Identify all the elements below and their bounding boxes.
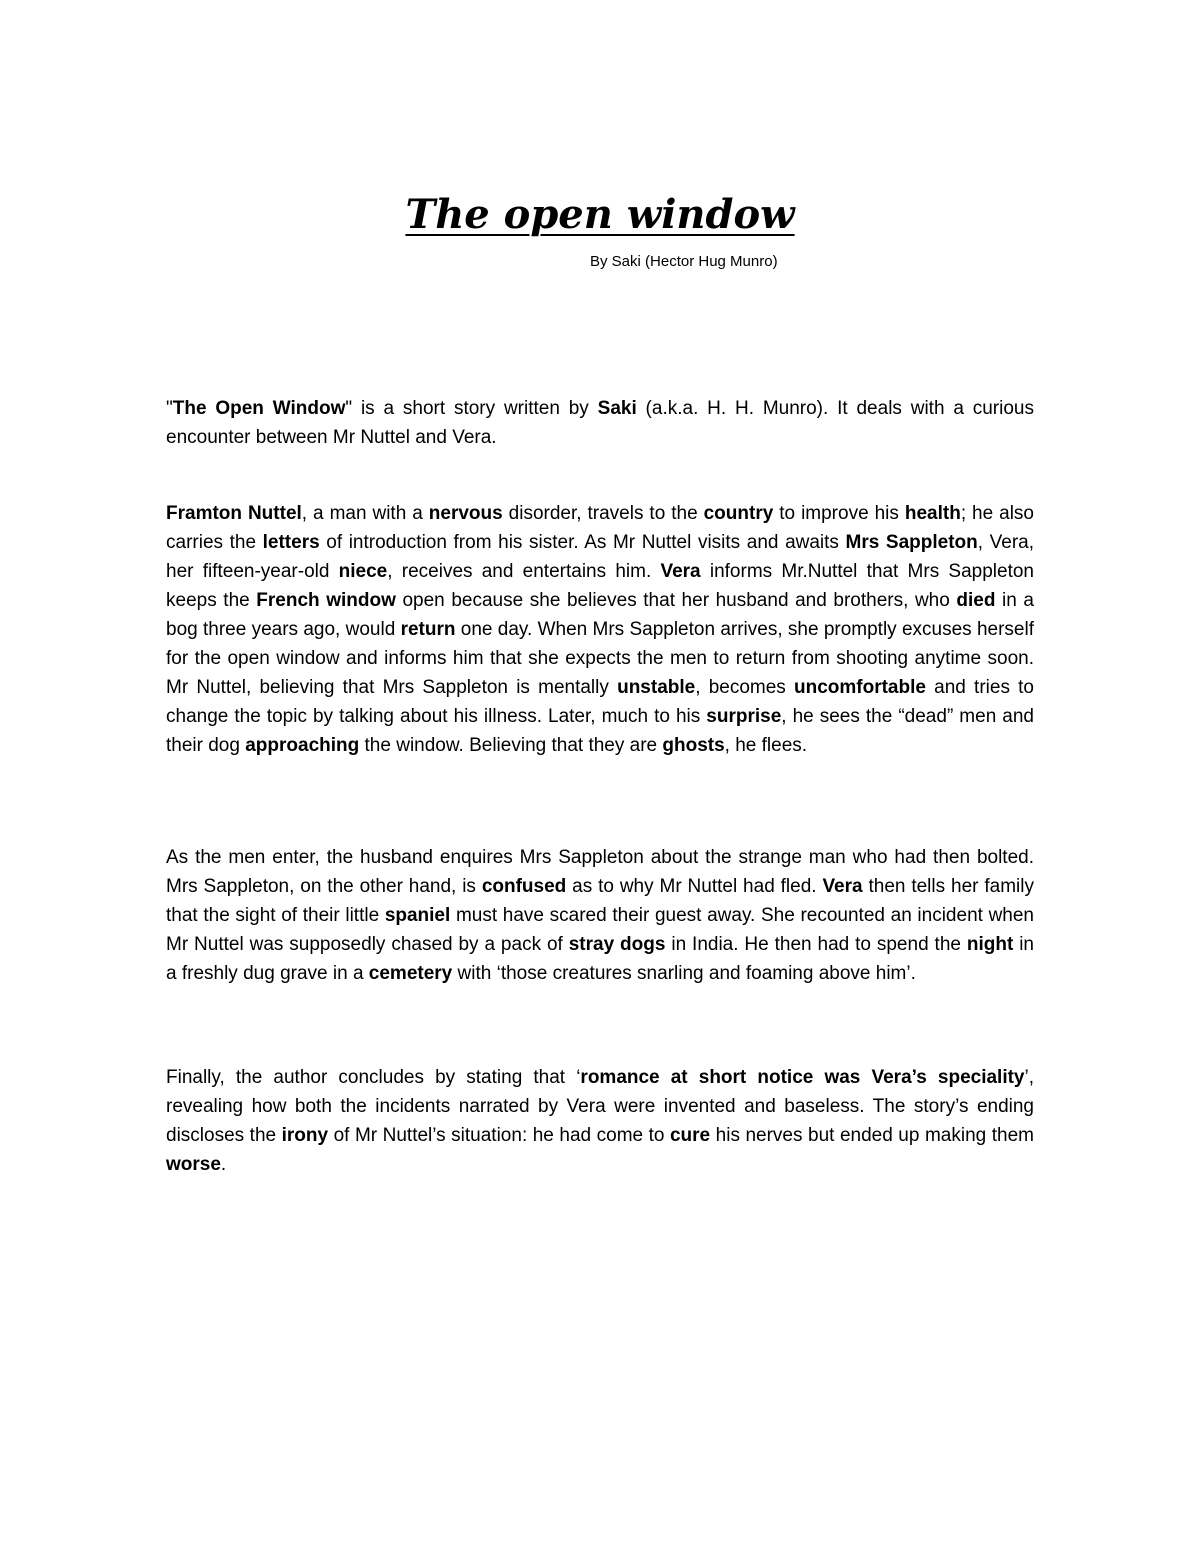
bold-text-run: Mrs Sappleton (845, 532, 978, 553)
bold-text-run: cure (669, 1125, 711, 1146)
text-run: As the men enter, the husband enquires Mrs Sappleton about the strange man who had then bolted. Mrs Sappleton, on the other hand, is (166, 847, 1034, 897)
text-run: ; he also carries the (166, 503, 1035, 553)
text-run: of introduction from his sister. As Mr Nuttel visits and awaits (319, 532, 846, 553)
bold-text-run: return (400, 619, 456, 640)
bold-text-run: spaniel (384, 905, 451, 926)
bold-text-run: letters (262, 532, 320, 553)
bold-text-run: health (904, 503, 961, 524)
paragraph-conclusion (166, 1063, 1034, 1179)
text-run: , receives and entertains him. (387, 561, 661, 582)
bold-text-run: stray dogs (568, 934, 666, 955)
text-run: informs Mr.Nuttel that Mrs Sappleton keeps the (166, 561, 1034, 611)
text-run: " is a short story written by (345, 398, 598, 419)
bold-text-run: uncomfortable (794, 677, 926, 698)
text-run: in India. He then had to spend the (665, 934, 967, 955)
text-run: then tells her family that the sight of their little (166, 876, 1034, 926)
text-run: . (220, 1154, 227, 1175)
text-run: ’, revealing how both the incidents narrated by Vera were invented and baseless. The story’s ending discloses the (166, 1067, 1034, 1146)
bold-text-run: nervous (428, 503, 503, 524)
bold-text-run: approaching (245, 735, 360, 756)
bold-text-run: ghosts (662, 735, 725, 756)
bold-text-run: country (703, 503, 774, 524)
text-run: , he flees. (724, 735, 808, 756)
text-run: , a man with a (301, 503, 429, 524)
bold-text-run: romance at short notice was Vera’s speciality (580, 1067, 1025, 1088)
text-run: one day. When Mrs Sappleton arrives, she promptly excuses herself for the open window and informs him that she expects the men to return from shooting anytime soon. Mr Nuttel, believing that Mrs Sappleton is mentally (166, 619, 1034, 698)
text-run: of Mr Nuttel’s situation: he had come to (328, 1125, 670, 1146)
author-byline: By Saki (Hector Hug Munro) (590, 253, 778, 270)
bold-text-run: Saki (597, 398, 637, 419)
text-run: Finally, the author concludes by stating that ‘ (166, 1067, 581, 1088)
bold-text-run: Vera (660, 561, 701, 582)
text-run: (a.k.a. H. H. Munro). It deals with a curious encounter between Mr Nuttel and Vera. (166, 398, 1034, 448)
text-run: , Vera, her fifteen-year-old (166, 532, 1035, 582)
text-run: open because she believes that her husband and brothers, who (395, 590, 957, 611)
text-run: , he sees the “dead” men and their dog (166, 706, 1034, 756)
paragraph-plot (166, 499, 1034, 760)
bold-text-run: The Open Window (172, 398, 346, 419)
bold-text-run: irony (281, 1125, 329, 1146)
bold-text-run: died (956, 590, 996, 611)
text-run: in a freshly dug grave in a (166, 934, 1034, 984)
paragraph-intro (166, 394, 1034, 452)
bold-text-run: Vera (822, 876, 863, 897)
bold-text-run: niece (338, 561, 388, 582)
text-run: and tries to change the topic by talking about his illness. Later, much to his (166, 677, 1035, 727)
text-run: , becomes (695, 677, 794, 698)
text-run: the window. Believing that they are (359, 735, 663, 756)
paragraph-return (166, 843, 1034, 988)
text-run: to improve his (773, 503, 905, 524)
bold-text-run: unstable (617, 677, 696, 698)
bold-text-run: French window (256, 590, 396, 611)
bold-text-run: night (966, 934, 1014, 955)
text-run: in a bog three years ago, would (166, 590, 1035, 640)
text-run: as to why Mr Nuttel had fled. (566, 876, 823, 897)
text-run: with ‘those creatures snarling and foaming above him’. (452, 963, 916, 984)
text-run: disorder, travels to the (502, 503, 704, 524)
text-run: his nerves but ended up making them (710, 1125, 1034, 1146)
bold-text-run: Framton Nuttel (166, 503, 302, 524)
bold-text-run: surprise (706, 706, 782, 727)
bold-text-run: confused (481, 876, 567, 897)
document-title: The open window (405, 191, 795, 238)
bold-text-run: cemetery (368, 963, 453, 984)
text-run: must have scared their guest away. She recounted an incident when Mr Nuttel was supposedly chased by a pack of (166, 905, 1034, 955)
text-run: " (166, 398, 173, 419)
bold-text-run: worse (166, 1154, 221, 1175)
